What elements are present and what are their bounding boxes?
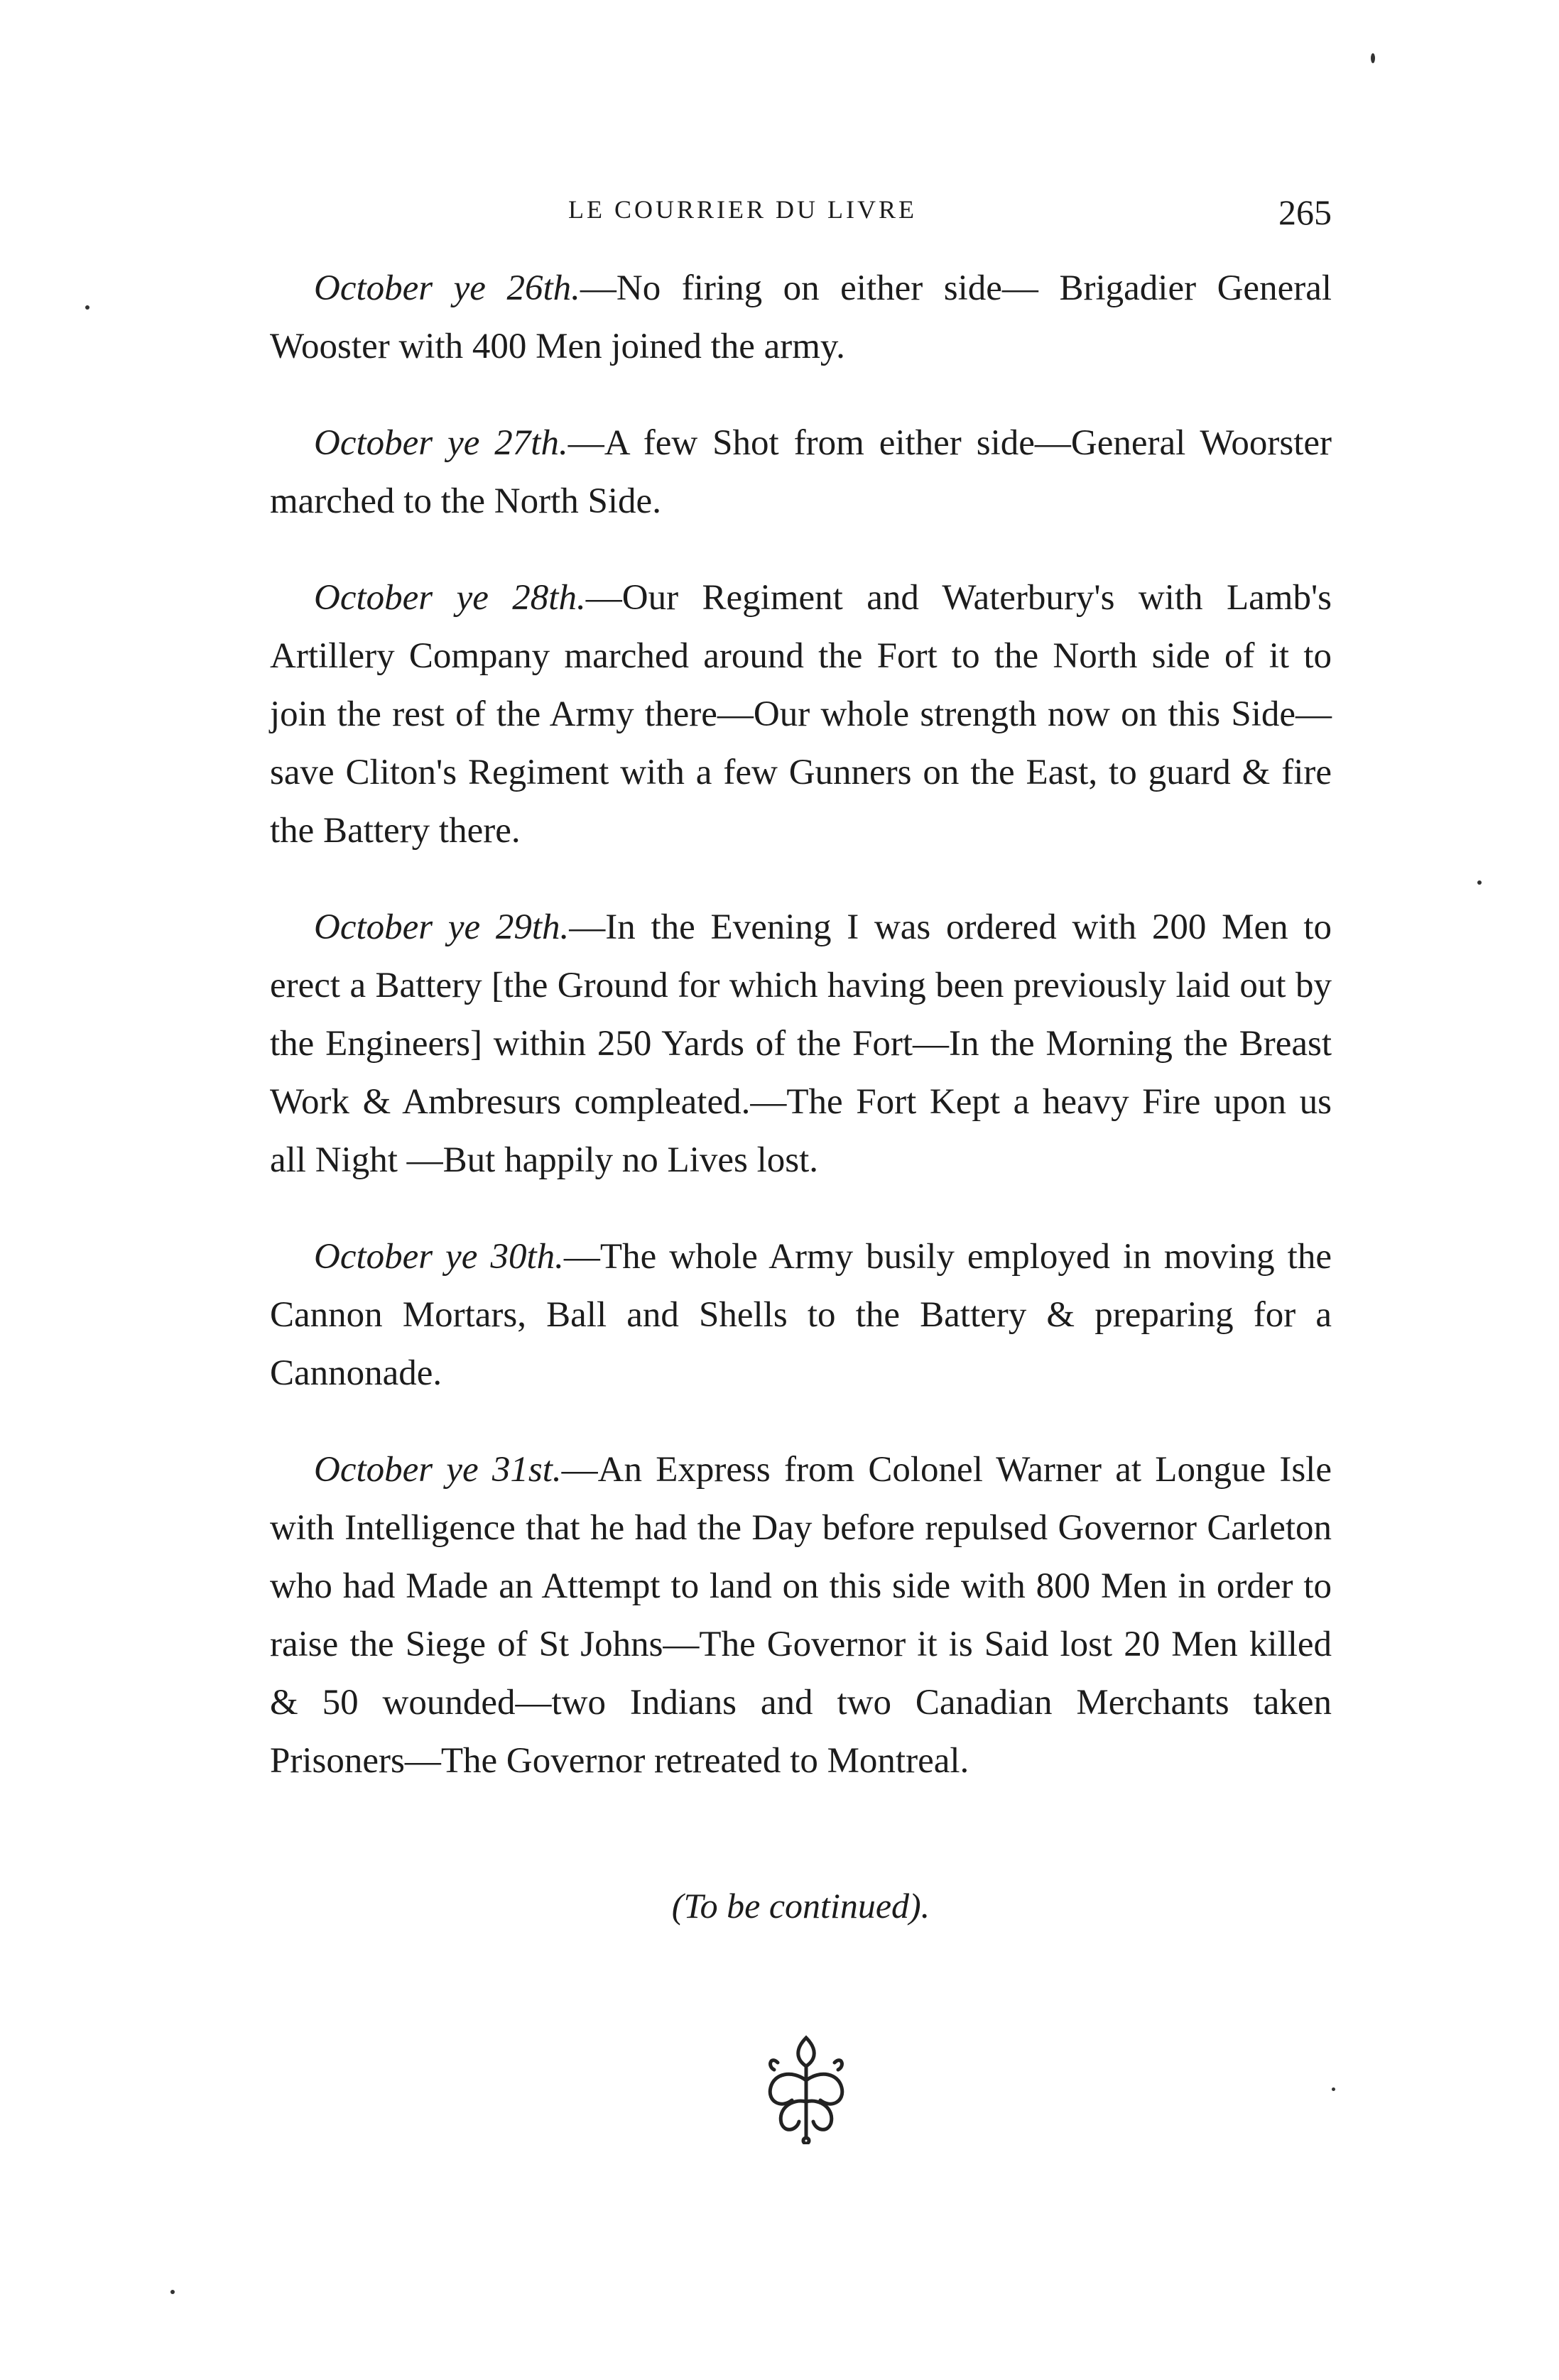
fleuron-ornament-icon	[753, 2031, 859, 2144]
page-number: 265	[1278, 192, 1332, 232]
journal-entry	[270, 259, 1332, 376]
journal-entry	[270, 898, 1332, 1189]
entry-text: —The whole Army busily employed in moving the Cannon Mortars, Ball and Shells to the Battery & preparing for a Cannonade.	[270, 1237, 1332, 1393]
print-speck	[1332, 2087, 1335, 2091]
print-speck	[170, 2290, 175, 2294]
entry-date: October ye 28th.	[314, 578, 586, 618]
entry-text: —A few Shot from either side—General Woorster marched to the North Side.	[270, 423, 1332, 521]
running-head	[270, 192, 1332, 241]
journal-entry	[270, 1441, 1332, 1790]
entry-date: October ye 30th.	[314, 1237, 564, 1277]
journal-entry	[270, 569, 1332, 860]
entry-date: October ye 27th.	[314, 423, 568, 463]
entry-date: October ye 26th.	[314, 268, 580, 308]
entry-date: October ye 31st.	[314, 1450, 562, 1490]
journal-entries	[270, 259, 1332, 1828]
journal-entry	[270, 414, 1332, 530]
journal-entry	[270, 1228, 1332, 1402]
entry-text: —In the Evening I was ordered with 200 Men to erect a Battery [the Ground for which having been previously laid out by the Engineers] within 250 Yards of the Fort—In the Morning the Breast Work & Ambresurs compleated.—The Fort Kept a heavy Fire upon us all Night —But happily no Lives lost.	[270, 907, 1332, 1180]
entry-text: —An Express from Colonel Warner at Longue Isle with Intelligence that he had the Day before repulsed Governor Carleton who had Made an Attempt to land on this side with 800 Men in order to raise the Siege of St Johns—The Governor it is Said lost 20 Men killed & 50 wounded—two Indians and two Canadian Merchants taken Prisoners—The Governor retreated to Montreal.	[270, 1450, 1332, 1781]
entry-text: —No firing on either side— Brigadier General Wooster with 400 Men joined the army.	[270, 268, 1332, 366]
print-speck	[1371, 53, 1375, 63]
print-speck	[85, 305, 89, 310]
entry-date: October ye 29th.	[314, 907, 570, 947]
print-speck	[1477, 880, 1482, 885]
entry-text: —Our Regiment and Waterbury's with Lamb's Artillery Company marched around the Fort to the North side of it to join the rest of the Army there—Our whole strength now on this Side—save Cliton's Regiment with a few Gunners on the East, to guard & fire the Battery there.	[270, 578, 1332, 851]
running-title: LE COURRIER DU LIVRE	[568, 195, 917, 224]
to-be-continued-note: (To be continued).	[671, 1886, 930, 1926]
